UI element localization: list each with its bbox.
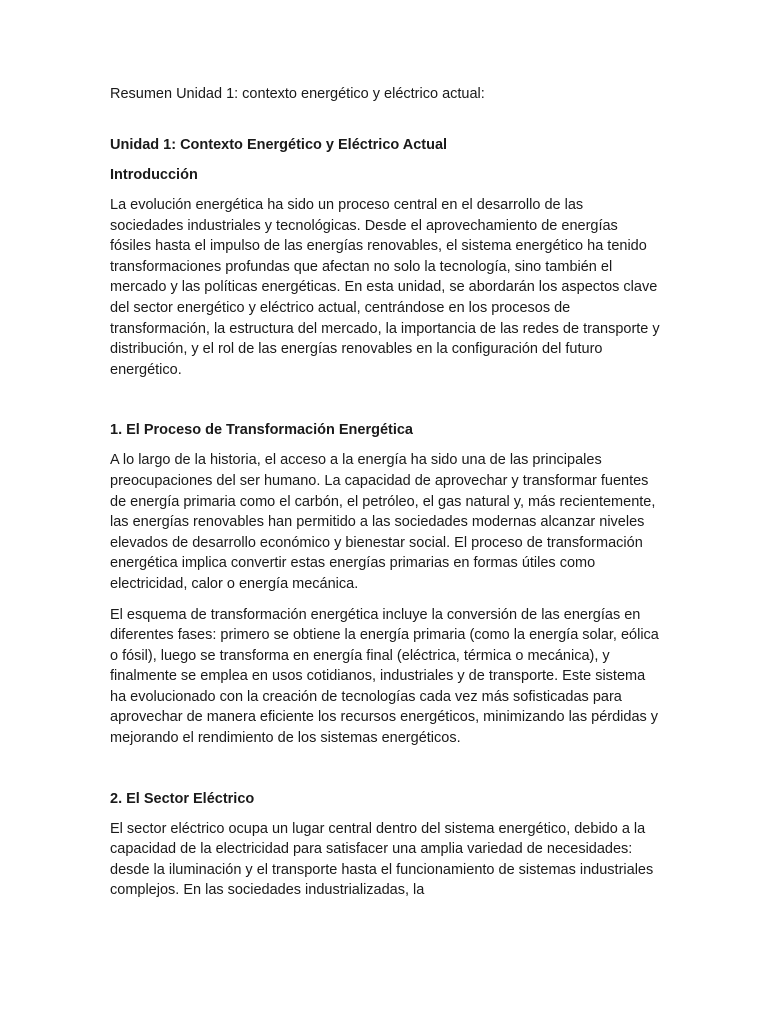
document-heading: Resumen Unidad 1: contexto energético y eléctrico actual: <box>110 86 485 102</box>
section-paragraph: El sector eléctrico ocupa un lugar central dentro del sistema energético, debido a la capacidad de la electricidad para satisfacer una amplia variedad de necesidades: desde la iluminación y el transporte hasta el funcionamiento de sistemas industriales complejos. En las sociedades industrializadas, la <box>110 820 654 899</box>
section-paragraph: El esquema de transformación energética incluye la conversión de las energías en diferentes fases: primero se obtiene la energía primaria (como la energía solar, eólica o fósil), luego se transforma en energía final (eléctrica, térmica o mecánica), y finalmente se emplea en usos cotidianos, industriales y de transporte. Este sistema ha evolucionado con la creación de tecnologías cada vez más sofisticadas para aprovechar de manera eficiente los recursos energéticos, minimizando las pérdidas y mejorando el rendimiento de los sistemas energéticos. <box>110 606 659 747</box>
intro-paragraph: La evolución energética ha sido un proceso central en el desarrollo de las sociedades industriales y tecnológicas. Desde el aprovechamiento de energías fósiles hasta el impulso de las energías renovables, el sistema energético ha tenido transformaciones profundas que afectan no solo la tecnología, sino también el mercado y las políticas energéticas. En esta unidad, se abordarán los aspectos clave del sector energético y eléctrico actual, centrándose en los procesos de transformación, la estructura del mercado, la importancia de las redes de transporte y distribución, y el rol de las energías renovables en la configuración del futuro energético. <box>110 197 660 378</box>
unit-title: Unidad 1: Contexto Energético y Eléctrico Actual <box>110 137 448 153</box>
section-title-sector-electrico: 2. El Sector Eléctrico <box>110 790 255 807</box>
section-spacer <box>110 759 660 789</box>
section-spacer <box>110 390 660 420</box>
intro-title: Introducción <box>110 167 198 183</box>
section-title-transformacion: 1. El Proceso de Transformación Energética <box>110 422 413 439</box>
document-page <box>110 84 660 911</box>
section-paragraph: A lo largo de la historia, el acceso a la energía ha sido una de las principales preocupaciones del ser humano. La capacidad de aprovechar y transformar fuentes de energía primaria como el carbón, el petróleo, el gas natural y, más recientemente, las energías renovables han permitido a las sociedades modernas alcanzar niveles elevados de desarrollo económico y bienestar social. El proceso de transformación energética implica convertir estas energías primarias en formas útiles como electricidad, calor o energía mecánica. <box>110 452 656 592</box>
